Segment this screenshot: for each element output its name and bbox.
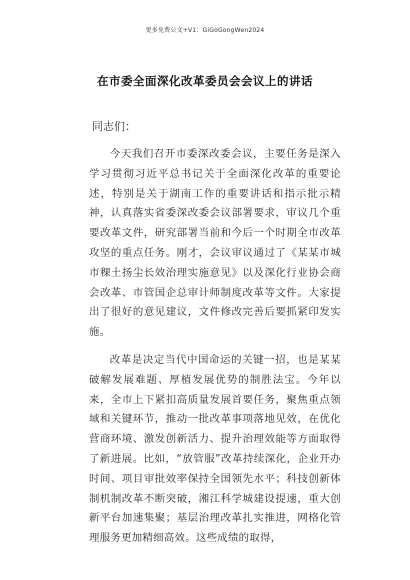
document-title: 在市委全面深化改革委员会会议上的讲话 <box>97 74 313 88</box>
paragraph: 改革是决定当代中国命运的关键一招，也是某某破解发展难题、厚植发展优势的制胜法宝。今年以来，全市上下紧扣高质量发展首要任务，聚焦重点领域和关键环节，推动一批改革事项落地见效，在优化营商环境、激发创新活力、提升治理效能等方面取得了新进展。比如，“放管服”改革持续深化，企业开办时间、项目审批效率保持全国领先水平；科技创新体制机制改革不断突破，湘江科学城建设提速，重大创新平台加速集聚；基层治理改革扎实推进，网格化管理服务更加精细高效。这些成绩的取得， <box>89 353 341 545</box>
paragraph: 今天我们召开市委深改委会议，主要任务是深入学习贯彻习近平总书记关于全面深化改革的重要论述，特别是关于湖南工作的重要讲话和指示批示精神，认真落实省委深改委会议部署要求，审议几个重要改革文件，研究部署当前和今后一个时期全市改革攻坚的重点任务。刚才，会议审议通过了《某某市城市稞土扬尘长效治理实施意见》以及深化行业协会商会改革、市管国企总审计师制度改革等文件。大家提出了很好的意见建议，文件修改完善后要抓紧印发实施。 <box>89 148 341 339</box>
body-text <box>89 145 341 557</box>
header-note: 更多免费公文+V1：GiGoGongWen2024 <box>145 27 265 34</box>
salutation: 同志们： <box>92 120 136 133</box>
